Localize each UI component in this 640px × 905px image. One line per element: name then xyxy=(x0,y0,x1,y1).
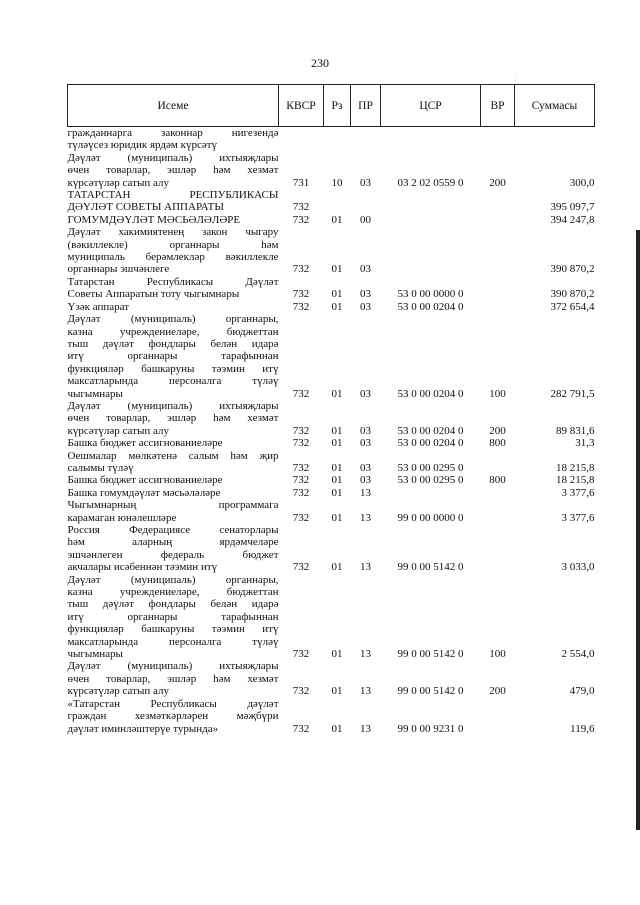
cell-csr: 53 0 00 0204 0 xyxy=(397,437,464,450)
page-number: 230 xyxy=(311,56,329,70)
table-row xyxy=(68,474,595,486)
cell-sum: 394 247,8 xyxy=(550,213,595,226)
cell-pr: 03 xyxy=(360,424,371,437)
cell-kvsr: 732 xyxy=(292,288,310,301)
cell-rz: 01 xyxy=(331,437,343,450)
cell-csr: 99 0 00 9231 0 xyxy=(397,722,464,735)
row-name-line: һәм аларның ярдәмчеләре xyxy=(67,536,279,549)
cell-rz: 01 xyxy=(331,486,343,499)
cell-vr xyxy=(481,487,515,499)
cell-kvsr: 731 xyxy=(292,176,310,189)
row-name xyxy=(68,189,279,214)
table-row xyxy=(68,301,595,313)
row-name-line: ДӘҮЛӘТ СОВЕТЫ АППАРАТЫ xyxy=(67,201,224,214)
row-name-line: функцияләр башкаруны тәэмин итү xyxy=(67,623,279,636)
cell-sum xyxy=(515,127,595,152)
cell-pr: 13 xyxy=(360,722,371,735)
table-row xyxy=(68,214,595,226)
cell-rz: 01 xyxy=(331,648,343,661)
cell-vr: 200 xyxy=(489,176,506,189)
cell-kvsr: 732 xyxy=(292,648,310,661)
row-name-line: өчен товарлар, эшләр һәм хезмәт xyxy=(67,164,279,177)
row-name xyxy=(68,487,279,499)
cell-sum: 2 554,0 xyxy=(561,648,595,661)
cell-sum: 3 033,0 xyxy=(561,561,595,574)
cell-vr xyxy=(481,226,515,276)
row-name-line: Үзәк аппарат xyxy=(67,300,130,313)
cell-csr: 03 2 02 0559 0 xyxy=(397,176,464,189)
cell-vr: 200 xyxy=(489,685,506,698)
row-name-line: органнары эшчәнлеге xyxy=(67,263,170,276)
header-kvsr: КВСР xyxy=(279,85,324,127)
row-name-line: тыш дәүләт фондлары белән идарә xyxy=(67,337,279,350)
cell-pr: 13 xyxy=(360,685,371,698)
cell-vr: 800 xyxy=(489,437,506,450)
table-header xyxy=(68,85,595,127)
table-row xyxy=(68,499,595,524)
cell-pr: 13 xyxy=(360,486,371,499)
row-name xyxy=(68,437,279,449)
row-name-line: граждан хезмәткәрләрен мәҗбүри xyxy=(67,710,279,723)
cell-pr: 03 xyxy=(360,437,371,450)
cell-kvsr: 732 xyxy=(292,685,310,698)
table-row xyxy=(68,189,595,214)
cell-sum: 372 654,4 xyxy=(550,300,595,313)
cell-vr: 100 xyxy=(489,387,506,400)
row-name-line: Дәүләт (муниципаль) ихтыяҗлары xyxy=(67,151,279,164)
cell-kvsr: 732 xyxy=(292,474,310,487)
cell-pr: 03 xyxy=(360,387,371,400)
cell-pr: 13 xyxy=(360,511,371,524)
table-row xyxy=(68,313,595,400)
cell-sum: 300,0 xyxy=(569,176,595,189)
scan-mark: · xyxy=(514,76,517,85)
cell-vr xyxy=(481,127,515,152)
row-name xyxy=(68,574,279,661)
cell-kvsr: 732 xyxy=(292,511,310,524)
cell-rz xyxy=(324,127,351,152)
table-row xyxy=(68,574,595,661)
cell-kvsr: 732 xyxy=(292,461,310,474)
cell-csr: 99 0 00 0000 0 xyxy=(397,511,464,524)
row-name-line: (вәкиллекле) органнары һәм xyxy=(67,238,279,251)
row-name-line: Дәүләт (муниципаль) ихтыяҗлары xyxy=(67,399,279,412)
cell-csr xyxy=(381,487,481,499)
cell-pr: 13 xyxy=(360,561,371,574)
cell-pr xyxy=(351,189,381,214)
row-name-line: күрсәтүләр сатып алу xyxy=(67,424,169,437)
cell-kvsr: 732 xyxy=(292,424,310,437)
cell-sum: 390 870,2 xyxy=(550,288,595,301)
cell-vr: 200 xyxy=(489,424,506,437)
row-name-line: максатларында персоналга түләү xyxy=(67,635,279,648)
table-row xyxy=(68,660,595,697)
row-name-line: чыгымнары xyxy=(67,648,123,661)
table-row xyxy=(68,226,595,276)
row-name-line: өчен товарлар, эшләр һәм хезмәт xyxy=(67,672,279,685)
row-name-line: Дәүләт (муниципаль) органнары, xyxy=(67,313,279,326)
table-row xyxy=(68,698,595,735)
row-name-line: тыш дәүләт фондлары белән идарә xyxy=(67,598,279,611)
cell-vr: 800 xyxy=(489,474,506,487)
row-name-line: Россия Федерациясе сенаторлары xyxy=(67,524,279,536)
cell-sum: 3 377,6 xyxy=(561,511,595,524)
row-name-line: ГОМУМДӘҮЛӘТ МӘСЬӘЛӘЛӘРЕ xyxy=(67,213,241,226)
row-name xyxy=(68,301,279,313)
row-name xyxy=(68,214,279,226)
table-row xyxy=(68,400,595,437)
row-name-line: Башка бюджет ассигнованиеләре xyxy=(67,474,223,487)
cell-rz: 01 xyxy=(331,685,343,698)
cell-csr xyxy=(381,214,481,226)
header-pr: ПР xyxy=(351,85,381,127)
cell-rz: 01 xyxy=(331,263,343,276)
row-name xyxy=(68,474,279,486)
cell-sum: 282 791,5 xyxy=(550,387,595,400)
cell-csr: 99 0 00 5142 0 xyxy=(397,561,464,574)
row-name-line: Дәүләт хакимиятенең закон чыгару xyxy=(67,226,279,239)
table-row xyxy=(68,450,595,475)
row-name xyxy=(68,660,279,697)
cell-rz: 01 xyxy=(331,474,343,487)
cell-pr: 03 xyxy=(360,263,371,276)
cell-csr xyxy=(381,189,481,214)
cell-sum: 89 831,6 xyxy=(556,424,595,437)
row-name xyxy=(68,450,279,475)
row-name-line: ТАТАРСТАН РЕСПУБЛИКАСЫ xyxy=(67,189,279,202)
header-sum: Суммасы xyxy=(515,85,595,127)
cell-csr: 53 0 00 0295 0 xyxy=(397,461,464,474)
cell-kvsr: 732 xyxy=(292,486,310,499)
cell-sum: 395 097,7 xyxy=(550,201,595,214)
table-row xyxy=(68,524,595,574)
row-name-line: салымы түләү xyxy=(67,461,134,474)
cell-sum: 18 215,8 xyxy=(556,461,595,474)
table-row xyxy=(68,127,595,152)
row-name-line: карамаган юнәлешләре xyxy=(67,511,177,524)
row-name xyxy=(68,313,279,400)
cell-vr xyxy=(481,698,515,735)
cell-rz xyxy=(324,189,351,214)
row-name-line: итү органнары тарафыннан xyxy=(67,350,279,363)
cell-rz: 01 xyxy=(331,213,343,226)
cell-csr: 99 0 00 5142 0 xyxy=(397,648,464,661)
row-name-line: Башка бюджет ассигнованиеләре xyxy=(67,437,223,450)
row-name xyxy=(68,400,279,437)
cell-kvsr: 732 xyxy=(292,300,310,313)
cell-rz: 01 xyxy=(331,461,343,474)
row-name-line: Башка гомумдәүләт мәсьәләләре xyxy=(67,486,221,499)
cell-vr xyxy=(481,189,515,214)
cell-sum: 18 215,8 xyxy=(556,474,595,487)
row-name-line: чыгымнары xyxy=(67,387,123,400)
cell-kvsr: 732 xyxy=(292,263,310,276)
table-row xyxy=(68,152,595,189)
row-name-line: казна учреждениеләре, бюджеттан xyxy=(67,586,279,599)
cell-rz: 10 xyxy=(331,176,343,189)
row-name-line: эшчәнлеген федераль бюджет xyxy=(67,548,279,561)
cell-pr: 00 xyxy=(360,213,371,226)
cell-sum: 31,3 xyxy=(575,437,595,450)
cell-csr: 53 0 00 0204 0 xyxy=(397,387,464,400)
row-name-line: дәүләт иминләштерүе турында» xyxy=(67,722,219,735)
row-name-line: муниципаль берәмлекләр вәкиллекле xyxy=(67,251,279,264)
cell-sum: 119,6 xyxy=(570,722,595,735)
budget-table xyxy=(67,84,595,735)
cell-csr: 53 0 00 0295 0 xyxy=(397,474,464,487)
cell-rz: 01 xyxy=(331,288,343,301)
cell-vr xyxy=(481,499,515,524)
cell-rz: 01 xyxy=(331,561,343,574)
cell-kvsr: 732 xyxy=(292,213,310,226)
cell-pr: 03 xyxy=(360,176,371,189)
cell-csr: 99 0 00 5142 0 xyxy=(397,685,464,698)
cell-pr xyxy=(351,127,381,152)
cell-kvsr xyxy=(279,127,324,152)
header-name: Исеме xyxy=(68,85,279,127)
header-rz: Рз xyxy=(324,85,351,127)
cell-csr: 53 0 00 0204 0 xyxy=(397,300,464,313)
table-row xyxy=(68,276,595,301)
row-name xyxy=(68,226,279,276)
cell-csr xyxy=(381,226,481,276)
row-name xyxy=(68,276,279,301)
row-name-line: итү органнары тарафыннан xyxy=(67,610,279,623)
row-name-line: күрсәтүләр сатып алу xyxy=(67,685,169,698)
scan-edge-shadow xyxy=(636,230,640,830)
row-name-line: «Татарстан Республикасы дәүләт xyxy=(67,697,279,710)
cell-sum: 390 870,2 xyxy=(550,263,595,276)
row-name xyxy=(68,152,279,189)
cell-rz: 01 xyxy=(331,387,343,400)
header-csr: ЦСР xyxy=(381,85,481,127)
cell-pr: 03 xyxy=(360,288,371,301)
row-name-line: күрсәтүләр сатып алу xyxy=(67,176,169,189)
table-body xyxy=(68,127,595,735)
cell-vr xyxy=(481,301,515,313)
cell-csr xyxy=(381,127,481,152)
row-name-line: функцияләр башкаруны тәэмин итү xyxy=(67,362,279,375)
table-row xyxy=(68,437,595,449)
row-name-line: казна учреждениеләре, бюджеттан xyxy=(67,325,279,338)
row-name-line: Татарстан Республикасы Дәүләт xyxy=(67,275,279,288)
row-name xyxy=(68,698,279,735)
row-name-line: өчен товарлар, эшләр һәм хезмәт xyxy=(67,412,279,425)
cell-kvsr: 732 xyxy=(292,387,310,400)
cell-vr xyxy=(481,214,515,226)
cell-pr: 03 xyxy=(360,300,371,313)
cell-kvsr: 732 xyxy=(292,201,310,214)
row-name-line: Дәүләт (муниципаль) органнары, xyxy=(67,573,279,586)
cell-rz: 01 xyxy=(331,511,343,524)
cell-csr: 53 0 00 0204 0 xyxy=(397,424,464,437)
cell-pr: 03 xyxy=(360,474,371,487)
cell-kvsr: 732 xyxy=(292,437,310,450)
row-name xyxy=(68,499,279,524)
row-name xyxy=(68,127,279,152)
cell-rz: 01 xyxy=(331,424,343,437)
row-name-line: акчалары исәбеннән тәэмин итү xyxy=(67,561,218,574)
row-name-line: Оешмалар мөлкәтенә салым һәм җир xyxy=(67,449,279,462)
cell-vr: 100 xyxy=(489,648,506,661)
row-name-line: гражданнарга законнар нигезендә xyxy=(67,127,279,139)
row-name-line: Советы Аппаратын тоту чыгымнары xyxy=(67,288,240,301)
cell-sum: 479,0 xyxy=(569,685,595,698)
header-vr: ВР xyxy=(481,85,515,127)
cell-rz: 01 xyxy=(331,300,343,313)
row-name-line: максатларында персоналга түләү xyxy=(67,375,279,388)
cell-sum: 3 377,6 xyxy=(561,486,595,499)
cell-vr xyxy=(481,524,515,574)
row-name-line: Дәүләт (муниципаль) ихтыяҗлары xyxy=(67,660,279,673)
table-row xyxy=(68,487,595,499)
cell-kvsr: 732 xyxy=(292,561,310,574)
cell-vr xyxy=(481,276,515,301)
cell-pr: 03 xyxy=(360,461,371,474)
row-name-line: Чыгымнарның программага xyxy=(67,499,279,512)
cell-csr: 53 0 00 0000 0 xyxy=(397,288,464,301)
cell-pr: 13 xyxy=(360,648,371,661)
cell-vr xyxy=(481,450,515,475)
cell-rz: 01 xyxy=(331,722,343,735)
cell-kvsr: 732 xyxy=(292,722,310,735)
row-name-line: түләүсез юридик ярдәм күрсәтү xyxy=(67,139,218,152)
row-name xyxy=(68,524,279,574)
